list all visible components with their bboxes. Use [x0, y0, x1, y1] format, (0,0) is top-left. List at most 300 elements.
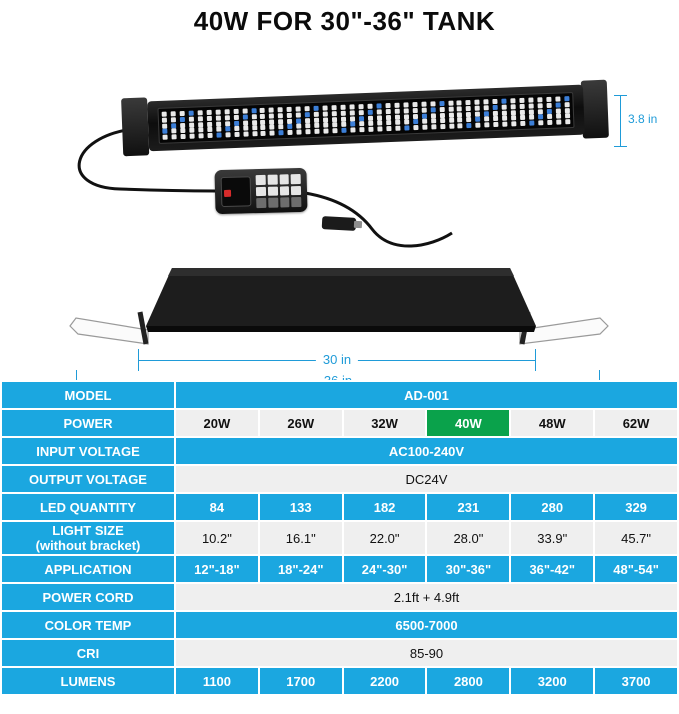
- led-dot-icon: [431, 124, 436, 129]
- table-cell: 231: [426, 493, 510, 521]
- led-dot-icon: [198, 133, 203, 138]
- led-dot-icon: [305, 118, 310, 123]
- led-dot-icon: [198, 122, 203, 127]
- table-cell: 26W: [259, 409, 343, 437]
- led-dot-icon: [260, 119, 265, 124]
- led-dot-icon: [431, 119, 436, 124]
- led-dot-icon: [466, 117, 471, 122]
- led-dot-icon: [528, 98, 533, 103]
- light-perspective-view: [0, 252, 679, 362]
- led-dot-icon: [511, 110, 516, 115]
- led-dot-icon: [234, 120, 239, 125]
- led-dot-icon: [377, 126, 382, 131]
- led-dot-icon: [565, 108, 570, 113]
- led-dot-icon: [520, 109, 525, 114]
- led-dot-icon: [484, 111, 489, 116]
- led-dot-icon: [350, 116, 355, 121]
- table-cell: 12"-18": [175, 555, 259, 583]
- led-dot-icon: [421, 107, 426, 112]
- led-dot-icon: [377, 121, 382, 126]
- led-dot-icon: [395, 126, 400, 131]
- led-dot-icon: [198, 116, 203, 121]
- led-dot-icon: [171, 117, 176, 122]
- led-dot-icon: [279, 130, 284, 135]
- led-dot-icon: [511, 104, 516, 109]
- led-dot-icon: [216, 133, 221, 138]
- led-dot-icon: [511, 121, 516, 126]
- led-dot-icon: [413, 113, 418, 118]
- led-dot-icon: [537, 97, 542, 102]
- led-dot-icon: [511, 115, 516, 120]
- led-dot-icon: [216, 127, 221, 132]
- led-dot-icon: [485, 122, 490, 127]
- led-dot-icon: [547, 108, 552, 113]
- spec-table: [0, 380, 679, 696]
- led-dot-icon: [502, 122, 507, 127]
- led-dot-icon: [412, 108, 417, 113]
- led-dot-icon: [171, 134, 176, 139]
- led-dot-icon: [314, 106, 319, 111]
- led-dot-icon: [386, 126, 391, 131]
- led-dot-icon: [323, 111, 328, 116]
- led-dot-icon: [197, 110, 202, 115]
- table-row: [1, 667, 678, 695]
- led-dot-icon: [180, 122, 185, 127]
- led-dot-icon: [207, 133, 212, 138]
- led-dot-icon: [519, 98, 524, 103]
- led-dot-icon: [376, 103, 381, 108]
- led-dot-icon: [466, 106, 471, 111]
- led-dot-icon: [565, 119, 570, 124]
- table-cell: 280: [510, 493, 594, 521]
- led-dot-icon: [341, 122, 346, 127]
- led-dot-icon: [323, 117, 328, 122]
- dc-plug: [322, 216, 357, 231]
- inner-dimension-label: 30 in: [316, 349, 358, 371]
- led-dot-icon: [251, 108, 256, 113]
- led-dot-icon: [341, 110, 346, 115]
- led-dot-icon: [215, 110, 220, 115]
- led-dot-icon: [332, 122, 337, 127]
- led-dot-icon: [359, 116, 364, 121]
- led-dot-icon: [278, 107, 283, 112]
- led-dot-icon: [189, 116, 194, 121]
- led-dot-icon: [404, 114, 409, 119]
- table-row: [1, 381, 678, 409]
- led-dot-icon: [189, 134, 194, 139]
- led-dot-icon: [385, 109, 390, 114]
- bracket-right: [581, 80, 609, 139]
- led-dot-icon: [323, 123, 328, 128]
- led-dot-icon: [297, 129, 302, 134]
- table-cell: 182: [343, 493, 427, 521]
- table-cell: 48"-54": [594, 555, 678, 583]
- bracket-left: [121, 97, 149, 156]
- led-dot-icon: [422, 113, 427, 118]
- led-dot-icon: [448, 112, 453, 117]
- led-dot-icon: [296, 118, 301, 123]
- led-dot-icon: [466, 111, 471, 116]
- table-cell: 133: [259, 493, 343, 521]
- led-dot-icon: [359, 121, 364, 126]
- table-cell: 33.9": [510, 521, 594, 555]
- row-header: APPLICATION: [1, 555, 175, 583]
- table-cell: 20W: [175, 409, 259, 437]
- table-row: [1, 521, 678, 555]
- led-dot-icon: [180, 111, 185, 116]
- product-illustration: [0, 37, 679, 367]
- led-grid: [162, 96, 571, 140]
- table-cell: DC24V: [175, 465, 678, 493]
- led-dot-icon: [546, 97, 551, 102]
- led-dot-icon: [341, 105, 346, 110]
- table-cell: 3700: [594, 667, 678, 695]
- led-dot-icon: [162, 129, 167, 134]
- led-dot-icon: [332, 128, 337, 133]
- led-dot-icon: [403, 102, 408, 107]
- led-dot-icon: [449, 124, 454, 129]
- table-cell: AD-001: [175, 381, 678, 409]
- led-dot-icon: [225, 121, 230, 126]
- led-dot-icon: [216, 115, 221, 120]
- led-dot-icon: [430, 101, 435, 106]
- led-dot-icon: [269, 113, 274, 118]
- led-dot-icon: [413, 125, 418, 130]
- led-dot-icon: [422, 119, 427, 124]
- led-dot-icon: [349, 104, 354, 109]
- table-row: [1, 639, 678, 667]
- led-dot-icon: [556, 108, 561, 113]
- led-dot-icon: [350, 122, 355, 127]
- led-dot-icon: [430, 107, 435, 112]
- led-dot-icon: [270, 125, 275, 130]
- led-dot-icon: [287, 118, 292, 123]
- led-dot-icon: [233, 115, 238, 120]
- led-light-bar: [121, 80, 609, 157]
- table-cell: 62W: [594, 409, 678, 437]
- table-cell: 18"-24": [259, 555, 343, 583]
- led-dot-icon: [403, 108, 408, 113]
- led-dot-icon: [377, 115, 382, 120]
- table-cell: 2800: [426, 667, 510, 695]
- row-header-line2: (without bracket): [35, 538, 141, 553]
- table-row: [1, 437, 678, 465]
- led-dot-icon: [412, 102, 417, 107]
- led-dot-icon: [484, 105, 489, 110]
- led-dot-icon: [484, 99, 489, 104]
- led-dot-icon: [332, 105, 337, 110]
- remote-controller: [214, 168, 307, 214]
- led-dot-icon: [288, 124, 293, 129]
- led-dot-icon: [421, 102, 426, 107]
- table-cell: 2.1ft + 4.9ft: [175, 583, 678, 611]
- page-title: 40W FOR 30"-36" TANK: [193, 6, 496, 36]
- led-dot-icon: [564, 102, 569, 107]
- led-dot-icon: [260, 108, 265, 113]
- table-row: [1, 493, 678, 521]
- led-dot-icon: [368, 109, 373, 114]
- led-dot-icon: [180, 134, 185, 139]
- led-dot-icon: [314, 117, 319, 122]
- led-dot-icon: [502, 99, 507, 104]
- led-dot-icon: [422, 125, 427, 130]
- led-dot-icon: [448, 106, 453, 111]
- led-dot-icon: [314, 123, 319, 128]
- led-dot-icon: [475, 100, 480, 105]
- led-dot-icon: [565, 113, 570, 118]
- led-dot-icon: [224, 109, 229, 114]
- led-dot-icon: [457, 112, 462, 117]
- led-dot-icon: [261, 131, 266, 136]
- led-dot-icon: [368, 115, 373, 120]
- led-dot-icon: [520, 104, 525, 109]
- led-dot-icon: [224, 115, 229, 120]
- table-cell: 2200: [343, 667, 427, 695]
- led-dot-icon: [493, 110, 498, 115]
- led-dot-icon: [305, 112, 310, 117]
- led-dot-icon: [556, 114, 561, 119]
- led-dot-icon: [216, 121, 221, 126]
- led-dot-icon: [395, 120, 400, 125]
- led-dot-icon: [484, 116, 489, 121]
- table-cell: 1100: [175, 667, 259, 695]
- power-indicator-icon: [224, 190, 231, 197]
- table-cell: 1700: [259, 667, 343, 695]
- led-dot-icon: [404, 120, 409, 125]
- led-dot-icon: [458, 123, 463, 128]
- led-dot-icon: [440, 124, 445, 129]
- led-dot-icon: [529, 115, 534, 120]
- led-dot-icon: [476, 123, 481, 128]
- led-dot-icon: [242, 114, 247, 119]
- led-dot-icon: [162, 117, 167, 122]
- table-row: [1, 611, 678, 639]
- led-dot-icon: [448, 101, 453, 106]
- led-dot-icon: [261, 125, 266, 130]
- led-dot-icon: [564, 96, 569, 101]
- led-dot-icon: [439, 101, 444, 106]
- led-dot-icon: [296, 106, 301, 111]
- row-header: COLOR TEMP: [1, 611, 175, 639]
- led-dot-icon: [359, 127, 364, 132]
- led-dot-icon: [252, 120, 257, 125]
- table-cell: 32W: [343, 409, 427, 437]
- led-dot-icon: [305, 123, 310, 128]
- table-cell: 84: [175, 493, 259, 521]
- led-dot-icon: [189, 128, 194, 133]
- led-dot-icon: [529, 109, 534, 114]
- led-dot-icon: [538, 109, 543, 114]
- led-dot-icon: [529, 121, 534, 126]
- led-dot-icon: [233, 109, 238, 114]
- led-dot-icon: [475, 117, 480, 122]
- led-dot-icon: [358, 104, 363, 109]
- led-dot-icon: [180, 128, 185, 133]
- row-header: CRI: [1, 639, 175, 667]
- led-dot-icon: [520, 121, 525, 126]
- table-row: [1, 409, 678, 437]
- led-dot-icon: [466, 100, 471, 105]
- led-dot-icon: [269, 119, 274, 124]
- led-dot-icon: [367, 104, 372, 109]
- row-header: OUTPUT VOLTAGE: [1, 465, 175, 493]
- led-dot-icon: [171, 123, 176, 128]
- led-dot-icon: [386, 115, 391, 120]
- led-dot-icon: [225, 126, 230, 131]
- led-dot-icon: [457, 106, 462, 111]
- table-cell: 85-90: [175, 639, 678, 667]
- table-cell: 36"-42": [510, 555, 594, 583]
- table-cell: 24"-30": [343, 555, 427, 583]
- row-header: INPUT VOLTAGE: [1, 437, 175, 465]
- table-cell: AC100-240V: [175, 437, 678, 465]
- table-cell: 329: [594, 493, 678, 521]
- led-dot-icon: [555, 102, 560, 107]
- led-dot-icon: [225, 132, 230, 137]
- led-dot-icon: [288, 130, 293, 135]
- led-dot-icon: [538, 120, 543, 125]
- inner-dimension: [138, 349, 536, 371]
- led-dot-icon: [287, 113, 292, 118]
- led-dot-icon: [332, 117, 337, 122]
- row-header: POWER CORD: [1, 583, 175, 611]
- led-dot-icon: [324, 128, 329, 133]
- row-header: MODEL: [1, 381, 175, 409]
- led-dot-icon: [493, 116, 498, 121]
- table-cell: 10.2": [175, 521, 259, 555]
- led-dot-icon: [449, 118, 454, 123]
- led-dot-icon: [538, 114, 543, 119]
- led-dot-icon: [467, 123, 472, 128]
- led-dot-icon: [404, 125, 409, 130]
- led-dot-icon: [440, 118, 445, 123]
- table-row: [1, 555, 678, 583]
- table-cell: 3200: [510, 667, 594, 695]
- led-dot-icon: [162, 135, 167, 140]
- led-dot-icon: [520, 115, 525, 120]
- led-dot-icon: [386, 120, 391, 125]
- table-cell: 40W: [426, 409, 510, 437]
- row-header: POWER: [1, 409, 175, 437]
- led-dot-icon: [171, 111, 176, 116]
- led-dot-icon: [162, 112, 167, 117]
- led-dot-icon: [278, 113, 283, 118]
- led-dot-icon: [188, 111, 193, 116]
- led-dot-icon: [243, 120, 248, 125]
- led-dot-icon: [252, 131, 257, 136]
- led-dot-icon: [502, 110, 507, 115]
- led-dot-icon: [493, 99, 498, 104]
- height-dimension-label: 3.8 in: [628, 112, 658, 126]
- led-dot-icon: [394, 108, 399, 113]
- led-dot-icon: [278, 119, 283, 124]
- led-dot-icon: [439, 107, 444, 112]
- led-dot-icon: [350, 110, 355, 115]
- led-dot-icon: [430, 113, 435, 118]
- table-row: [1, 465, 678, 493]
- row-header-line1: LIGHT SIZE: [52, 523, 124, 538]
- led-dot-icon: [332, 111, 337, 116]
- led-dot-icon: [180, 117, 185, 122]
- led-dot-icon: [189, 122, 194, 127]
- led-dot-icon: [234, 132, 239, 137]
- led-dot-icon: [279, 124, 284, 129]
- table-cell: 6500-7000: [175, 611, 678, 639]
- table-cell: 22.0": [343, 521, 427, 555]
- led-dot-icon: [207, 121, 212, 126]
- led-dot-icon: [511, 98, 516, 103]
- led-dot-icon: [385, 103, 390, 108]
- led-dot-icon: [413, 119, 418, 124]
- led-dot-icon: [350, 127, 355, 132]
- led-dot-icon: [538, 103, 543, 108]
- led-panel: [157, 92, 574, 144]
- led-dot-icon: [556, 119, 561, 124]
- led-dot-icon: [475, 111, 480, 116]
- led-dot-icon: [242, 109, 247, 114]
- led-dot-icon: [206, 110, 211, 115]
- row-header: LUMENS: [1, 667, 175, 695]
- led-dot-icon: [458, 118, 463, 123]
- table-cell: 48W: [510, 409, 594, 437]
- led-dot-icon: [394, 103, 399, 108]
- led-dot-icon: [315, 129, 320, 134]
- table-cell: 28.0": [426, 521, 510, 555]
- led-dot-icon: [457, 100, 462, 105]
- led-dot-icon: [251, 114, 256, 119]
- led-dot-icon: [341, 116, 346, 121]
- led-dot-icon: [306, 129, 311, 134]
- led-dot-icon: [377, 109, 382, 114]
- led-dot-icon: [547, 103, 552, 108]
- table-cell: 45.7": [594, 521, 678, 555]
- led-dot-icon: [287, 107, 292, 112]
- led-dot-icon: [439, 112, 444, 117]
- led-dot-icon: [305, 106, 310, 111]
- led-dot-icon: [260, 114, 265, 119]
- light-housing: [147, 85, 585, 152]
- led-dot-icon: [494, 122, 499, 127]
- led-dot-icon: [207, 127, 212, 132]
- row-header: [1, 521, 175, 555]
- led-dot-icon: [547, 114, 552, 119]
- led-dot-icon: [502, 104, 507, 109]
- led-dot-icon: [252, 125, 257, 130]
- led-dot-icon: [368, 121, 373, 126]
- led-dot-icon: [323, 105, 328, 110]
- led-dot-icon: [269, 107, 274, 112]
- led-dot-icon: [198, 127, 203, 132]
- controller-keypad: [256, 174, 302, 208]
- table-row: [1, 583, 678, 611]
- led-dot-icon: [529, 103, 534, 108]
- led-dot-icon: [171, 129, 176, 134]
- led-dot-icon: [502, 116, 507, 121]
- led-dot-icon: [475, 105, 480, 110]
- led-dot-icon: [270, 130, 275, 135]
- led-dot-icon: [493, 105, 498, 110]
- led-dot-icon: [341, 128, 346, 133]
- row-header: LED QUANTITY: [1, 493, 175, 521]
- height-dimension: [612, 95, 658, 147]
- led-dot-icon: [359, 110, 364, 115]
- led-dot-icon: [296, 112, 301, 117]
- led-dot-icon: [296, 124, 301, 129]
- led-dot-icon: [368, 127, 373, 132]
- table-cell: 16.1": [259, 521, 343, 555]
- table-cell: 30"-36": [426, 555, 510, 583]
- led-dot-icon: [207, 116, 212, 121]
